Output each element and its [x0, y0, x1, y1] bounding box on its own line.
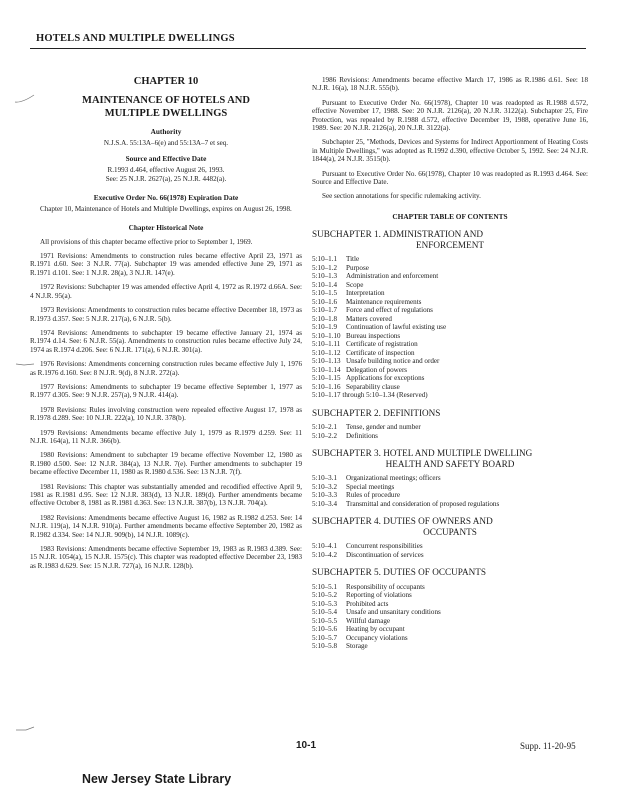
toc-row: [312, 423, 588, 432]
source-heading: Source and Effective Date: [125, 154, 207, 164]
history-paragraph: All provisions of this chapter became effective prior to September 1, 1969.: [40, 237, 253, 246]
section-number: 5:10–5.1: [312, 582, 338, 591]
section-number: 5:10–3.3: [312, 491, 338, 500]
header-rule: [30, 48, 586, 49]
reserved-sections: 5:10–1.17 through 5:10–1.34 (Reserved): [312, 391, 428, 400]
running-head: HOTELS AND MULTIPLE DWELLINGS: [36, 33, 235, 44]
toc-row: [312, 625, 588, 634]
section-number: 5:10–1.13: [312, 357, 341, 366]
section-title: Unsafe and unsanitary conditions: [346, 608, 441, 617]
section-number: 5:10–1.5: [312, 289, 338, 298]
toc-row: [312, 264, 588, 273]
history-paragraph: 1980 Revisions: Amendment to subchapter 19 became effective November 12, 1980 as R.1980 d.500. See: 12 N.J.R. 384(a), 13 N.J.R. 7(e). Further amendments to subchapter 19 became effective December 11, 1980 as R.1980 d.536. See: 13 N.J.R. 7(f).: [30, 451, 302, 477]
toc-row: [312, 617, 588, 626]
toc-row: [312, 542, 588, 551]
toc-row: [312, 474, 588, 483]
subchapter-title: [312, 516, 588, 537]
subchapter-title-line-1: SUBCHAPTER 3. HOTEL AND MULTIPLE DWELLING: [312, 448, 533, 459]
toc-row: [312, 306, 588, 315]
section-number: 5:10–1.11: [312, 340, 341, 349]
section-title: Administration and enforcement: [346, 272, 439, 281]
section-number: 5:10–1.6: [312, 297, 338, 306]
section-title: Scope: [346, 280, 364, 289]
section-title: Purpose: [346, 263, 369, 272]
section-title: Title: [346, 255, 360, 264]
chapter-title: [30, 95, 302, 120]
history-paragraphs: [30, 238, 302, 571]
right-column: [312, 76, 588, 651]
subchapter-title: [312, 229, 588, 250]
toc-row: [312, 500, 588, 509]
section-number: 5:10–1.9: [312, 323, 338, 332]
section-number: 5:10–3.4: [312, 499, 338, 508]
toc-row: [312, 323, 588, 332]
section-title: Discontinuation of services: [346, 550, 424, 559]
toc-row: [312, 600, 588, 609]
toc-heading: CHAPTER TABLE OF CONTENTS: [392, 211, 508, 221]
section-number: 5:10–1.2: [312, 263, 338, 272]
toc-row: [312, 332, 588, 341]
section-title: Certificate of registration: [346, 340, 418, 349]
section-number: 5:10–3.2: [312, 482, 338, 491]
section-title: Concurrent responsibilities: [346, 542, 423, 551]
chapter-title-line-1: MAINTENANCE OF HOTELS AND: [82, 95, 250, 107]
toc-row: [312, 349, 588, 358]
section-title: Force and effect of regulations: [346, 306, 433, 315]
section-number: 5:10–4.1: [312, 542, 338, 551]
subchapter-title-line-2: OCCUPANTS: [423, 526, 477, 537]
section-number: 5:10–5.5: [312, 616, 338, 625]
section-number: 5:10–1.8: [312, 314, 338, 323]
history-paragraph: 1982 Revisions: Amendments became effective August 16, 1982 as R.1982 d.253. See: 14 N.J.R. 119(a), 14 N.J.R. 910(a). Further amendments became effective September 20, 1982 as R.1982 d.334. See: 14 N.J.R. 909(b), 14 N.J.R. 1089(c).: [30, 513, 302, 539]
section-number: 5:10–5.2: [312, 591, 338, 600]
toc-row: [312, 366, 588, 375]
subchapter-title: [312, 448, 588, 469]
section-title: Unsafe building notice and order: [346, 357, 440, 366]
section-number: 5:10–1.4: [312, 280, 338, 289]
section-title: Prohibited acts: [346, 599, 389, 608]
toc-row: [312, 608, 588, 617]
supplement-date: Supp. 11-20-95: [520, 741, 576, 751]
section-number: 5:10–1.14: [312, 365, 341, 374]
section-title: Transmittal and consideration of proposed regulations: [346, 499, 500, 508]
revision-paragraph: See section annotations for specific rulemaking activity.: [322, 192, 481, 201]
section-title: Willful damage: [346, 616, 391, 625]
section-title: Rules of procedure: [346, 491, 400, 500]
section-title: Separability clause: [346, 382, 400, 391]
section-title: Reporting of violations: [346, 591, 412, 600]
section-number: 5:10–1.3: [312, 272, 338, 281]
toc-row: [312, 357, 588, 366]
toc-row: [312, 583, 588, 592]
history-paragraph: 1973 Revisions: Amendments to construction rules became effective December 18, 1973 as R.1973 d.357. See: 5 N.J.R. 217(a), 6 N.J.R. 5(b).: [30, 306, 302, 323]
subchapter-title: [312, 408, 588, 419]
toc-row: [312, 491, 588, 500]
section-number: 5:10–1.15: [312, 374, 341, 383]
section-title: Definitions: [346, 431, 378, 440]
page-number: 10-1: [296, 740, 317, 751]
section-number: 5:10–1.7: [312, 306, 338, 315]
section-number: 5:10–5.6: [312, 625, 338, 634]
source-line-1: R.1993 d.464, effective August 26, 1993.: [107, 165, 225, 174]
left-column: [30, 76, 302, 576]
section-title: Maintenance requirements: [346, 297, 422, 306]
section-title: Storage: [346, 642, 368, 651]
section-number: 5:10–2.2: [312, 431, 338, 440]
history-heading: Chapter Historical Note: [128, 223, 204, 233]
section-title: Heating by occupant: [346, 625, 405, 634]
history-paragraph: 1972 Revisions: Subchapter 19 was amended effective April 4, 1972 as R.1972 d.66A. See: 4 N.J.R. 95(a).: [30, 283, 302, 300]
section-number: 5:10–1.1: [312, 255, 338, 264]
expiration-heading: Executive Order No. 66(1978) Expiration Date: [93, 193, 239, 203]
section-number: 5:10–3.1: [312, 474, 338, 483]
subchapter-title-line-1: SUBCHAPTER 1. ADMINISTRATION AND: [312, 229, 484, 240]
section-title: Responsibility of occupants: [346, 582, 425, 591]
section-number: 5:10–1.10: [312, 331, 341, 340]
history-paragraph: 1983 Revisions: Amendments became effective September 19, 1983 as R.1983 d.389. See: 15 N.J.R. 1054(a), 15 N.J.R. 1575(c). This chapter was readopted effective December 23, 1983 as R.1983 d.629. See: 15 N.J.R. 727(a), 16 N.J.R. 128(b).: [30, 545, 302, 570]
chapter-title-line-2: MULTIPLE DWELLINGS: [104, 107, 228, 119]
section-number: 5:10–1.12: [312, 348, 341, 357]
toc-row: [312, 591, 588, 600]
history-paragraph: 1979 Revisions: Amendments became effective July 1, 1979 as R.1979 d.259. See: 11 N.J.R. 164(a), 11 N.J.R. 366(b).: [30, 428, 302, 445]
revision-paragraph: Pursuant to Executive Order No. 66(1978), Chapter 10 was readopted as R.1988 d.572, effective November 17, 1988. See: 20 N.J.R. 2126(a), 20 N.J.R. 3122(a). Subchapter 25, Fire Protection, was repealed by R.1988 d.572, effective December 19, 1988, operative June 16, 1989. See: 20 N.J.R. 2126(a), 20 N.J.R. 3122(a).: [312, 98, 588, 133]
section-number: 5:10–1.16: [312, 382, 341, 391]
toc-row: [312, 642, 588, 651]
toc-row: [312, 432, 588, 441]
section-title: Occupancy violations: [346, 633, 408, 642]
section-number: 5:10–5.8: [312, 642, 338, 651]
section-number: 5:10–5.4: [312, 608, 338, 617]
revision-paragraph: Subchapter 25, "Methods, Devices and Systems for Indirect Apportionment of Heating Costs in Multiple Dwellings," was adopted as R.1992 d.390, effective October 5, 1992. See: 24 N.J.R. 1844(a), 24 N.J.R. 3515(b).: [312, 138, 588, 164]
section-title: Tense, gender and number: [346, 423, 421, 432]
toc-row: [312, 551, 588, 560]
toc-row: [312, 298, 588, 307]
history-paragraph: 1977 Revisions: Amendments to subchapter 19 became effective September 1, 1977 as R.1977 d.305. See: 9 N.J.R. 257(a), 9 N.J.R. 414(a).: [30, 382, 302, 400]
section-title: Special meetings: [346, 482, 395, 491]
section-title: Organizational meetings; officers: [346, 474, 441, 483]
expiration-text: Chapter 10, Maintenance of Hotels and Multiple Dwellings, expires on August 26, 1998.: [40, 204, 292, 213]
revision-paragraph: Pursuant to Executive Order No. 66(1978), Chapter 10 was readopted as R.1993 d.464. See: Source and Effective Date.: [312, 169, 588, 187]
toc-row: [312, 315, 588, 324]
section-title: Bureau inspections: [346, 331, 401, 340]
section-number: 5:10–2.1: [312, 423, 338, 432]
margin-pencil-mark-icon: [14, 724, 36, 734]
section-title: Continuation of lawful existing use: [346, 323, 447, 332]
toc-row: [312, 340, 588, 349]
authority-text: N.J.S.A. 55:13A–6(e) and 55:13A–7 et seq.: [103, 138, 229, 147]
subchapter-title-line-1: SUBCHAPTER 5. DUTIES OF OCCUPANTS: [312, 567, 487, 578]
subchapter-title-line-2: HEALTH AND SAFETY BOARD: [385, 458, 515, 469]
history-paragraph: 1976 Revisions: Amendments concerning construction rules became effective July 1, 1976 as R.1976 d.160. See: 8 N.J.R. 9(d), 8 N.J.R. 272(a).: [30, 360, 302, 377]
toc-row: [312, 289, 588, 298]
section-title: Interpretation: [346, 289, 385, 298]
revision-paragraph: 1986 Revisions: Amendments became effective March 17, 1986 as R.1986 d.61. See: 18 N.J.R. 16(a), 18 N.J.R. 555(b).: [312, 76, 588, 93]
subchapter-title: [312, 567, 588, 578]
toc-row: [312, 634, 588, 643]
history-paragraph: 1978 Revisions: Rules involving construction were repealed effective August 17, 1978 as R.1978 d.289. See: 10 N.J.R. 222(a), 10 N.J.R. 378(b).: [30, 405, 302, 423]
section-title: Delegation of powers: [346, 365, 408, 374]
authority-heading: Authority: [150, 127, 182, 137]
subchapter-title-line-2: ENFORCEMENT: [416, 239, 484, 250]
subchapter-title-line-1: SUBCHAPTER 4. DUTIES OF OWNERS AND: [312, 516, 493, 527]
toc-row: [312, 383, 588, 392]
library-stamp: New Jersey State Library: [82, 771, 232, 786]
toc-row: [312, 483, 588, 492]
section-title: Certificate of inspection: [346, 348, 415, 357]
source-line-2: See: 25 N.J.R. 2627(a), 25 N.J.R. 4482(a).: [105, 175, 227, 184]
history-paragraph: 1981 Revisions: This chapter was substantially amended and recodified effective April 9, 1981 as R.1981 d.95. See: 12 N.J.R. 383(d), 13 N.J.R. 189(d). Further amendments became effective October 8, 1981 as R.1981 d.363. See: 13 N.J.R. 387(b), 13 N.J.R. 704(a).: [30, 482, 302, 508]
toc-row: [312, 281, 588, 290]
toc-row: [312, 255, 588, 264]
subchapter-title-line-1: SUBCHAPTER 2. DEFINITIONS: [312, 407, 441, 418]
toc-row: [312, 374, 588, 383]
table-of-contents: [312, 229, 588, 651]
chapter-label: CHAPTER 10: [133, 76, 199, 87]
history-paragraph: 1971 Revisions: Amendments to construction rules became effective April 23, 1971 as R.1971 d.60. See: 3 N.J.R. 77(a). Subchapter 19 was amended effective June 29, 1971 as R.1971 d.101. See: 1 N.J.R. 28(a), 3 N.J.R. 147(e).: [30, 252, 302, 277]
section-number: 5:10–4.2: [312, 550, 338, 559]
section-number: 5:10–5.3: [312, 599, 338, 608]
section-title: Matters covered: [346, 314, 392, 323]
section-number: 5:10–5.7: [312, 633, 338, 642]
toc-row: [312, 272, 588, 281]
history-paragraph: 1974 Revisions: Amendments to subchapter 19 became effective January 21, 1974 as R.1974 d.14. See: 6 N.J.R. 55(a). Amendments to construction rules became effective July 24, 1974 as R.1974 d.206. See: 6 N.J.R. 171(a), 6 N.J.R. 301(a).: [30, 328, 302, 354]
section-title: Applications for exceptions: [346, 374, 425, 383]
